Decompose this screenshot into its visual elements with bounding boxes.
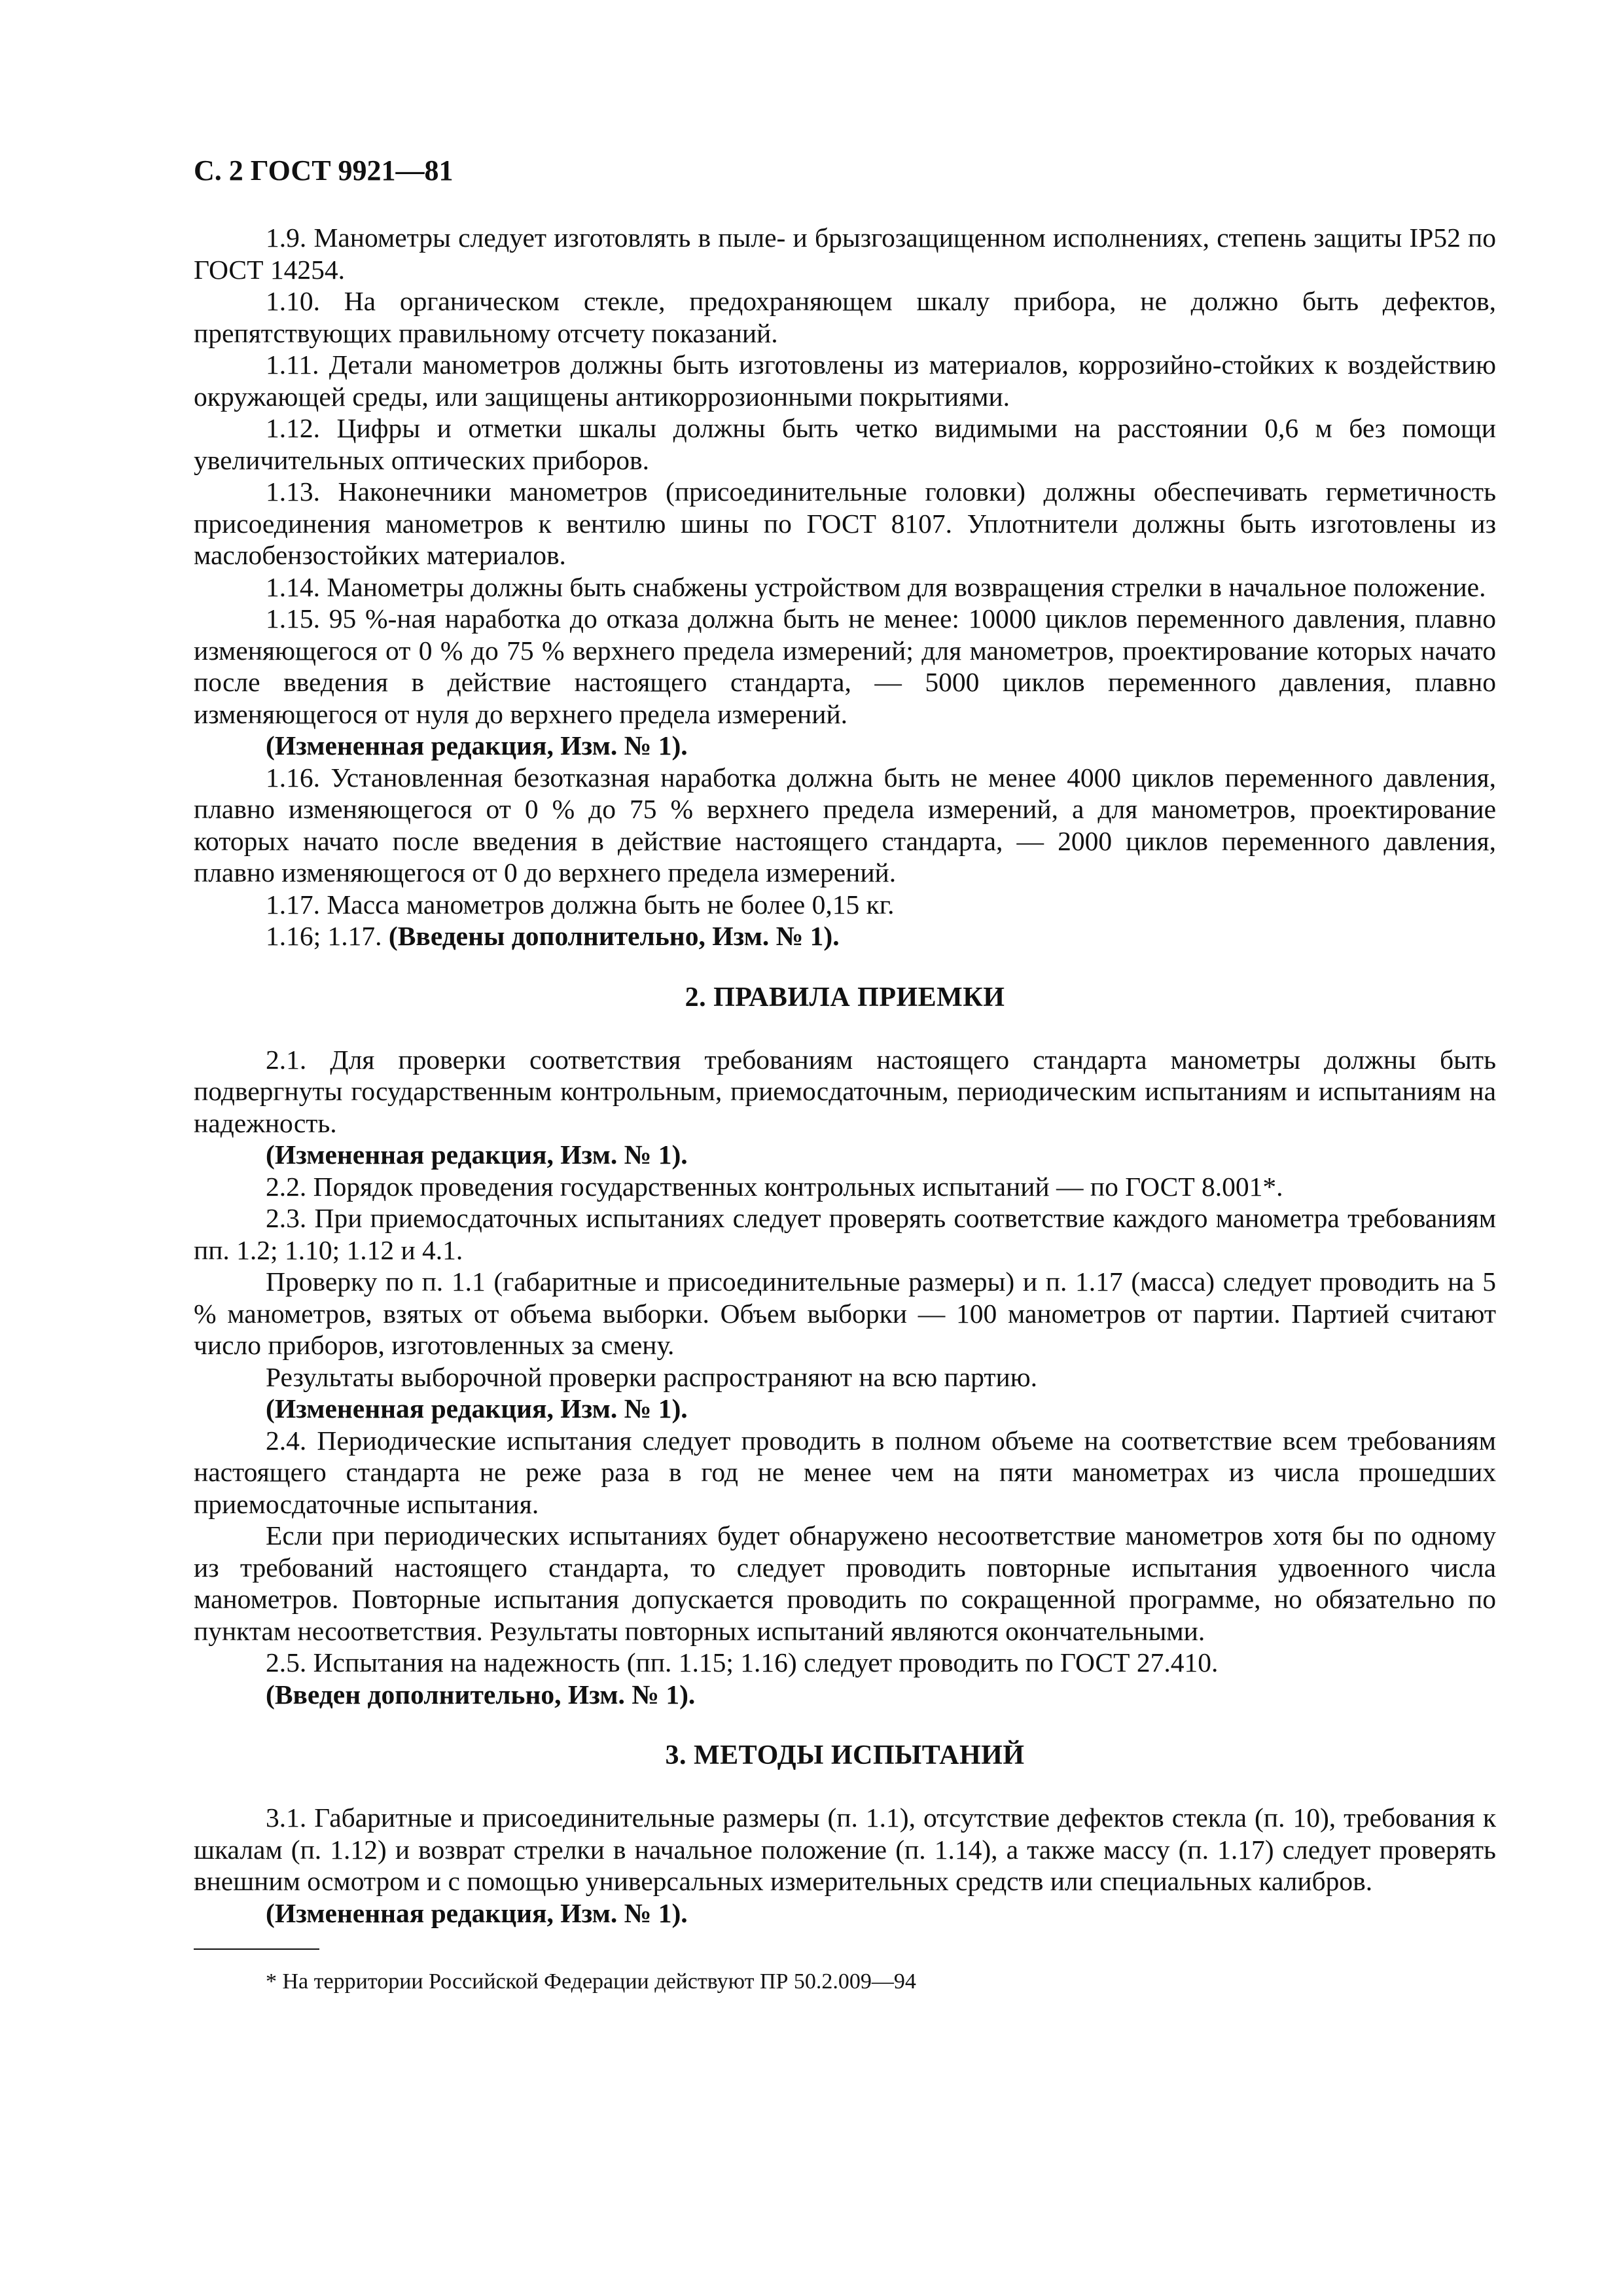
document-page: [194, 154, 1496, 1996]
paragraph: 1.17. Масса манометров должна быть не более 0,15 кг.: [266, 889, 895, 920]
footnote: * На территории Российской Федерации действуют ПР 50.2.009—94: [266, 1969, 916, 1994]
amendment-note: (Измененная редакция, Изм. № 1).: [266, 1393, 688, 1424]
paragraph: 2.1. Для проверки соответствия требованиям настоящего стандарта манометры должны быть подвергнуты государственным контрольным, приемосдаточным, периодическим испытаниям и испытаниям на надежность.: [194, 1044, 1496, 1138]
amendment-note: (Измененная редакция, Изм. № 1).: [266, 1139, 688, 1170]
page-header: С. 2 ГОСТ 9921—81: [194, 154, 454, 187]
paragraph: [194, 920, 1496, 952]
paragraph: 1.11. Детали манометров должны быть изготовлены из материалов, коррозийно-стойких к воздействию окружающей среды, или защищены антикоррозионными покрытиями.: [194, 350, 1496, 412]
paragraph: 1.14. Манометры должны быть снабжены устройством для возвращения стрелки в начальное положение.: [266, 571, 1486, 602]
paragraph-lead: 1.16; 1.17.: [266, 921, 389, 951]
section-2-body: [194, 1044, 1496, 1711]
paragraph: 2.5. Испытания на надежность (пп. 1.15; 1.16) следует проводить по ГОСТ 27.410.: [266, 1647, 1219, 1677]
amendment-note: (Измененная редакция, Изм. № 1).: [266, 730, 688, 761]
amendment-note: (Введен дополнительно, Изм. № 1).: [266, 1679, 696, 1710]
paragraph: 2.2. Порядок проведения государственных контрольных испытаний — по ГОСТ 8.001*.: [266, 1171, 1283, 1202]
paragraph: 2.4. Периодические испытания следует проводить в полном объеме на соответствие всем требованиям настоящего стандарта не реже раза в год не менее чем на пяти манометрах из числа прошедших приемосдаточные испытания.: [194, 1425, 1496, 1519]
section-3-title: 3. МЕТОДЫ ИСПЫТАНИЙ: [665, 1740, 1025, 1770]
section-1-body: [194, 222, 1496, 952]
paragraph: 1.12. Цифры и отметки шкалы должны быть четко видимыми на расстоянии 0,6 м без помощи увеличительных оптических приборов.: [194, 413, 1496, 475]
section-2-title: 2. ПРАВИЛА ПРИЕМКИ: [685, 982, 1005, 1013]
paragraph: Если при периодических испытаниях будет обнаружено несоответствие манометров хотя бы по одному из требований настоящего стандарта, то следует проводить повторные испытания удвоенного числа манометров. Повторные испытания допускается проводить по сокращенной программе, но обязательно по пунктам несоответствия. Результаты повторных испытаний являются окончательными.: [194, 1520, 1496, 1646]
paragraph: 1.10. На органическом стекле, предохраняющем шкалу прибора, не должно быть дефектов, препятствующих правильному отсчету показаний.: [194, 286, 1496, 348]
paragraph: 1.9. Манометры следует изготовлять в пыле- и брызгозащищенном исполнениях, степень защиты IP52 по ГОСТ 14254.: [194, 223, 1496, 285]
section-3-body: [194, 1802, 1496, 1929]
paragraph: 2.3. При приемосдаточных испытаниях следует проверять соответствие каждого манометра требованиям пп. 1.2; 1.10; 1.12 и 4.1.: [194, 1203, 1496, 1265]
amendment-note: (Измененная редакция, Изм. № 1).: [266, 1897, 688, 1928]
amendment-note: (Введены дополнительно, Изм. № 1).: [388, 921, 840, 951]
paragraph: 3.1. Габаритные и присоединительные размеры (п. 1.1), отсутствие дефектов стекла (п. 10), требования к шкалам (п. 1.12) и возврат стрелки в начальное положение (п. 1.14), а также массу (п. 1.17) следует проверять внешним осмотром и с помощью универсальных измерительных средств или специальных калибров.: [194, 1803, 1496, 1896]
paragraph: 1.16. Установленная безотказная наработка должна быть не менее 4000 циклов переменного давления, плавно изменяющегося от 0 % до 75 % верхнего предела измерений, а для манометров, проектирование которых начато после введения в действие настоящего стандарта, — 2000 циклов переменного давления, плавно изменяющегося от 0 до верхнего предела измерений.: [194, 762, 1496, 888]
paragraph: Проверку по п. 1.1 (габаритные и присоединительные размеры) и п. 1.17 (масса) следует проводить на 5 % манометров, взятых от объема выборки. Объем выборки — 100 манометров от партии. Партией считают число приборов, изготовленных за смену.: [194, 1266, 1496, 1360]
paragraph: 1.13. Наконечники манометров (присоединительные головки) должны обеспечивать герметичность присоединения манометров к вентилю шины по ГОСТ 8107. Уплотнители должны быть изготовлены из маслобензостойких материалов.: [194, 476, 1496, 570]
paragraph: Результаты выборочной проверки распространяют на всю партию.: [266, 1361, 1038, 1392]
paragraph: 1.15. 95 %-ная наработка до отказа должна быть не менее: 10000 циклов переменного давления, плавно изменяющегося от 0 % до 75 % верхнего предела измерений; для манометров, проектирование которых начато после введения в действие настоящего стандарта, — 5000 циклов переменного давления, плавно изменяющегося от нуля до верхнего предела измерений.: [194, 603, 1496, 729]
footnote-divider: [194, 1948, 319, 1950]
